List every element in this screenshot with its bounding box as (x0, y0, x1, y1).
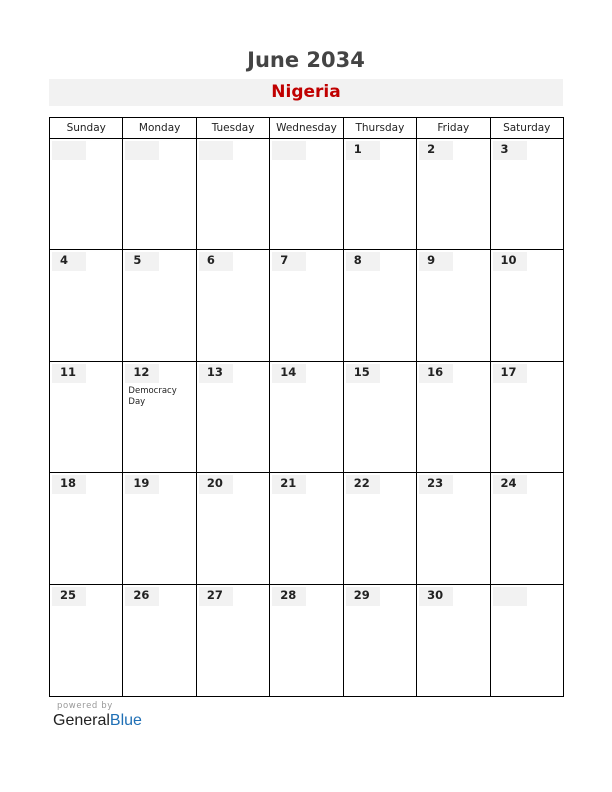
calendar-weeks (50, 139, 563, 696)
weekday-tuesday: Tuesday (196, 118, 269, 138)
logo-blue-text: Blue (109, 712, 142, 729)
day-cell[interactable] (343, 362, 416, 472)
date-number: 17 (500, 364, 517, 379)
date-number: 4 (60, 253, 69, 268)
date-badge (125, 252, 159, 271)
weekday-sunday: Sunday (66, 122, 106, 134)
date-badge (272, 252, 306, 271)
day-cell[interactable] (269, 585, 342, 696)
day-cell[interactable] (343, 473, 416, 583)
country-banner (49, 79, 563, 106)
date-number: 18 (60, 476, 77, 491)
date-badge (419, 252, 453, 271)
date-number: 26 (133, 587, 150, 602)
day-cell[interactable] (269, 139, 342, 249)
weekday-header-row (50, 118, 563, 139)
logo-general-text: General (53, 712, 110, 729)
day-cell[interactable] (196, 585, 269, 696)
country-name: Nigeria (271, 82, 341, 102)
date-badge (199, 252, 233, 271)
day-cell[interactable] (122, 250, 195, 360)
day-cell[interactable] (416, 473, 489, 583)
day-cell[interactable] (269, 362, 342, 472)
date-number: 12 (133, 364, 150, 379)
day-cell[interactable] (490, 250, 563, 360)
day-cell[interactable] (269, 473, 342, 583)
date-badge (125, 141, 159, 160)
date-number: 9 (427, 253, 436, 268)
day-cell[interactable] (50, 362, 122, 472)
date-number: 16 (427, 364, 444, 379)
date-number: 3 (500, 142, 509, 156)
weekday-monday: Monday (122, 118, 195, 138)
day-cell[interactable] (196, 473, 269, 583)
day-cell[interactable] (50, 250, 122, 360)
date-number: 5 (133, 253, 142, 268)
day-cell[interactable] (196, 250, 269, 360)
date-number: 29 (353, 587, 370, 602)
day-cell[interactable] (490, 585, 563, 696)
date-badge (52, 252, 86, 271)
weekday-wednesday: Wednesday (269, 118, 342, 138)
day-cell[interactable] (416, 585, 489, 696)
week-row (50, 473, 563, 584)
calendar-grid (49, 117, 564, 697)
day-cell[interactable] (269, 250, 342, 360)
date-number: 27 (206, 587, 223, 602)
day-cell[interactable] (490, 473, 563, 583)
week-row (50, 250, 563, 361)
date-number: 1 (353, 142, 362, 156)
date-number: 25 (60, 587, 77, 602)
date-number: 24 (500, 476, 517, 491)
date-number: 10 (500, 253, 517, 268)
date-number: 6 (206, 253, 215, 268)
date-number: 2 (427, 142, 436, 156)
generalblue-logo[interactable] (53, 712, 142, 730)
date-badge (346, 252, 380, 271)
date-number: 23 (427, 476, 444, 491)
day-cell[interactable] (122, 139, 195, 249)
date-number: 22 (353, 476, 370, 491)
week-row (50, 585, 563, 696)
weekday-friday: Friday (416, 118, 489, 138)
day-cell[interactable] (122, 362, 195, 472)
day-cell[interactable] (416, 139, 489, 249)
date-badge (199, 141, 233, 160)
date-number: 11 (60, 364, 77, 379)
day-cell[interactable] (196, 139, 269, 249)
day-cell[interactable] (343, 250, 416, 360)
date-number: 28 (280, 587, 297, 602)
day-cell[interactable] (50, 139, 122, 249)
date-number: 14 (280, 364, 297, 379)
date-badge (52, 141, 86, 160)
day-cell[interactable] (343, 585, 416, 696)
day-cell[interactable] (490, 362, 563, 472)
day-cell[interactable] (122, 473, 195, 583)
weekday-saturday: Saturday (490, 118, 563, 138)
date-number: 15 (353, 364, 370, 379)
day-cell[interactable] (50, 473, 122, 583)
powered-by-label: powered by (57, 701, 113, 711)
day-cell[interactable] (416, 250, 489, 360)
date-number: 19 (133, 476, 150, 491)
weekday-thursday: Thursday (343, 118, 416, 138)
date-number: 21 (280, 476, 297, 491)
day-cell[interactable] (50, 585, 122, 696)
date-number: 7 (280, 253, 289, 268)
day-cell[interactable] (416, 362, 489, 472)
date-number: 8 (353, 253, 362, 268)
date-badge (346, 141, 380, 160)
holiday-event: Democracy Day (128, 385, 177, 407)
day-cell[interactable] (343, 139, 416, 249)
day-cell[interactable] (196, 362, 269, 472)
date-badge (493, 587, 527, 606)
date-number: 13 (206, 364, 223, 379)
date-number: 30 (427, 587, 444, 602)
week-row (50, 362, 563, 473)
page-title: June 2034 (247, 48, 365, 72)
day-cell[interactable] (490, 139, 563, 249)
date-number: 20 (206, 476, 223, 491)
date-badge (272, 141, 306, 160)
week-row (50, 139, 563, 250)
day-cell[interactable] (122, 585, 195, 696)
date-badge (419, 141, 453, 160)
date-badge (493, 141, 527, 160)
